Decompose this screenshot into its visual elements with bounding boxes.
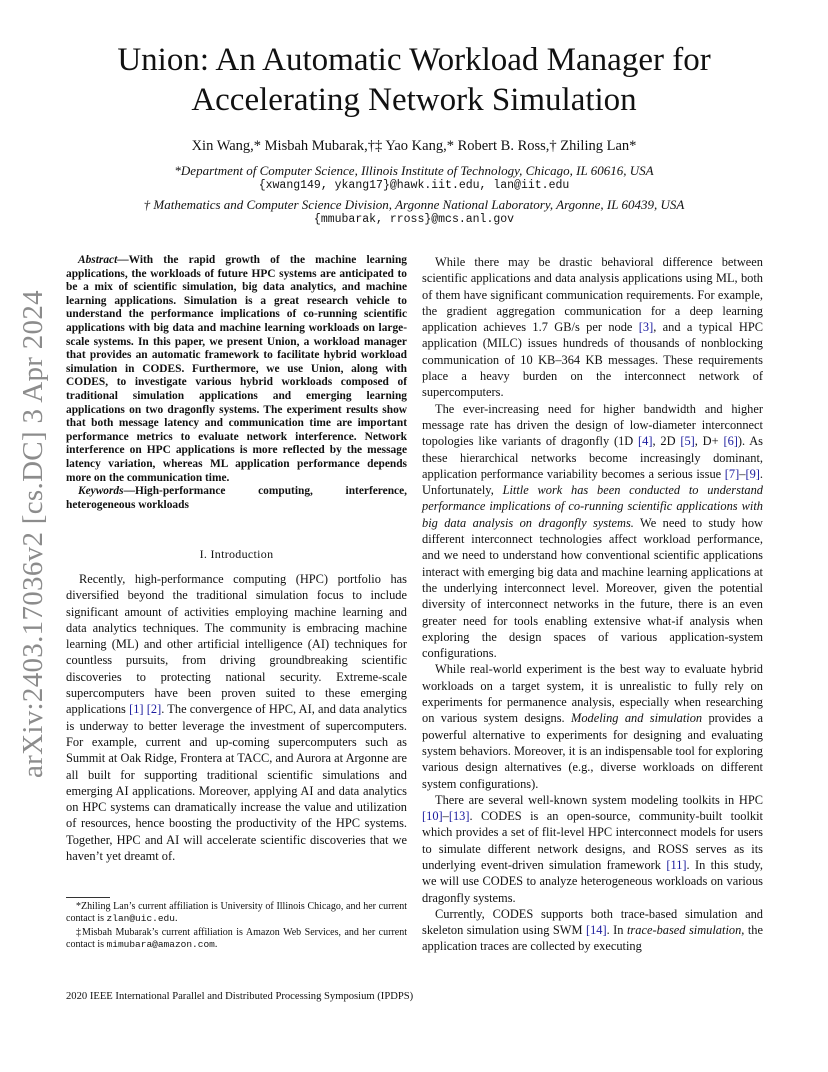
footnotes (66, 901, 407, 953)
text-run: . Unfortunately, (422, 466, 763, 498)
citation-link[interactable]: [1] (129, 702, 144, 717)
citation-link[interactable]: [7] (724, 466, 740, 481)
text-run: There are several well-known system modeling toolkits in HPC (435, 792, 763, 807)
footnote-1: *Zhiling Lan’s current affiliation is University of Illinois Chicago, and her current contact is zlan@uic.edu. (66, 901, 407, 925)
text-run: . The convergence of HPC, AI, and data analytics is underway to better leverage the investment of supercomputers. For example, current and up-coming supercomputers such as Summit at Oak Ridge, Frontera at TACC, and Aurora at Argonne are all built for supporting traditional scientific simulations and emerging AI applications. Moreover, applying AI and data analytics on HPC systems can dramatically increase the value and utilization of resources, hence boosting the productivity of the HPC systems. Together, HPC and AI will accelerate scientific discoveries that we haven’t yet dreamt of. (66, 702, 407, 864)
text-run: , D+ (694, 434, 724, 449)
paragraph (422, 661, 763, 791)
text-run: We need to study how different interconnect technologies affect workload performance, and we need to understand how conventional scientific applications interact with emerging big data and machine learning applications at the underlying interconnect level. Moreover, given the potential diversity of interconnect networks in the future, there is an even greater need for tools enabling extensive what-if analysis when exploring the design spaces of various application-system configurations. (422, 515, 763, 661)
text-run: While real-world experiment is the best way to evaluate hybrid workloads on a target system, it is unrealistic to fully rely on experiments for permanence analysis, especially when researching on various system designs. (422, 662, 763, 726)
emphasis-text: Modeling and simulation (571, 711, 703, 726)
footnote-email: mimubara@amazon.com (106, 939, 215, 951)
citation-link[interactable]: [11] (666, 857, 687, 872)
title-line-2: Accelerating Network Simulation (191, 82, 637, 118)
citation-link[interactable]: [6] (723, 434, 738, 449)
citation-link[interactable]: [14] (585, 923, 607, 938)
arxiv-identifier: arXiv:2403.17036v2 [cs.DC] 3 Apr 2024 (17, 290, 49, 778)
conference-footer: 2020 IEEE International Parallel and Distributed Processing Symposium (IPDPS) (66, 991, 414, 1002)
section-heading-introduction: I. Introduction (199, 547, 274, 561)
paragraph (422, 906, 763, 955)
paper-title (80, 40, 748, 120)
paragraph (422, 792, 763, 906)
text-run: , and a typical HPC application (MILC) issues hundreds of thousands of nonblocking communication of 10 KB–364 KB messages. These requirements place a heavy burden on the interconnect network of supercomputers. (422, 320, 763, 400)
text-run: While there may be drastic behavioral difference between scientific applications and data analysis applications using ML, both of them have significant communication requirements. For example, the gradient aggregation communication for a deep learning application achieves 1.7 GB/s per node (422, 255, 763, 335)
email-1: {xwang149, ykang17}@hawk.iit.edu, lan@iit.edu (258, 179, 570, 192)
citation-link[interactable]: [13] (448, 809, 470, 824)
footnote-rule (66, 897, 110, 898)
affiliation-2: † Mathematics and Computer Science Division, Argonne National Laboratory, Argonne, IL 60439, USA (143, 197, 685, 212)
affiliation-1: *Department of Computer Science, Illinois Institute of Technology, Chicago, IL 60616, USA (174, 163, 654, 178)
citation-link[interactable]: [3] (638, 320, 654, 335)
footnote-text: *Zhiling Lan’s current affiliation is University of Illinois Chicago, and her current contact is (66, 901, 407, 925)
citation-link[interactable]: [5] (680, 434, 695, 449)
text-run: provides a powerful alternative to experiments for designing and evaluating system behaviors. Moreover, it is an indispensable tool for exploring various design alternatives (e.g., diverse workloads on different system configurations). (422, 711, 764, 791)
intro-paragraph-1 (66, 571, 407, 864)
citation-link[interactable]: [2] (146, 702, 162, 717)
citation-link[interactable]: [10] (422, 809, 443, 824)
text-run: Recently, high-performance computing (HPC) portfolio has diversified beyond the traditional simulation focus to include significant amount of activities employing machine learning and data analytics techniques. The community is embracing machine learning (ML) and other artificial intelligence (AI) techniques for countless pursuits, from driving groundbreaking scientific discoveries to protecting national security. Extreme-scale supercomputers have been proven suited to these emerging applications (66, 572, 407, 717)
text-run: Currently, CODES supports both trace-based simulation and skeleton simulation using SWM (422, 906, 763, 938)
left-column-body (66, 571, 407, 864)
right-column-body (422, 254, 763, 955)
text-run: ). As these hierarchical networks become increasingly dominant, application performance variability becomes a serious issue (422, 434, 764, 481)
footnote-2: ‡Misbah Mubarak’s current affiliation is Amazon Web Services, and her current contact is mimubara@amazon.com. (66, 926, 407, 951)
abstract-block (66, 254, 407, 512)
text-run: – (442, 809, 449, 824)
author-list: Xin Wang,* Misbah Mubarak,†‡ Yao Kang,* Robert B. Ross,† Zhiling Lan* (191, 138, 637, 154)
text-run: , the application traces are collected by executing (422, 923, 763, 954)
paragraph (422, 254, 763, 401)
abstract-text: —With the rapid growth of the machine learning applications, the workloads of future HPC systems are anticipated to be a mix of scientific simulation, big data analytics, and machine learning applications. Simulation is a great research vehicle to understand the performance implications of co-running scientific applications with big data and machine learning workloads on large-scale systems. In this paper, we present Union, a workload manager that provides an automatic framework to facilitate hybrid workload simulation in CODES. Furthermore, we use Union, along with CODES, to investigate various hybrid workloads composed of traditional simulation applications and emerging learning applications on two dragonfly systems. The experiment results show that both message latency and communication time are important performance metrics to evaluate network interference. Network interference on HPC applications is more reflected by the message latency variation, whereas ML application performance depends more on the communication time. (66, 254, 407, 484)
citation-link[interactable]: [4] (638, 434, 653, 449)
paragraph (422, 401, 763, 662)
citation-link[interactable]: [9] (745, 466, 760, 481)
text-run: . CODES is an open-source, community-built toolkit which provides a set of flit-level HPC interconnect models for users to simulate different network designs, and ROSS serves as its underlying event-driven simulation framework (422, 809, 763, 872)
email-2: {mmubarak, rross}@mcs.anl.gov (313, 213, 515, 226)
emphasis-text: trace-based simulation (626, 923, 742, 938)
text-run: – (739, 466, 746, 481)
footnote-email: zlan@uic.edu (106, 913, 175, 925)
keywords-label: Keywords (78, 485, 124, 498)
text-run: . In (606, 923, 627, 938)
keywords-text: —High-performance computing, interference, heterogeneous workloads (66, 485, 407, 511)
text-run: . In this study, we will use CODES to analyze heterogeneous workloads on various dragonfly systems. (422, 857, 763, 905)
title-line-1: Union: An Automatic Workload Manager for (117, 42, 711, 78)
emphasis-text: Little work has been conducted to understand performance implications of co-running scientific applications with big data analysis on dragonfly systems. (422, 483, 763, 530)
text-run: , 2D (652, 434, 681, 449)
abstract-label: Abstract (78, 254, 118, 266)
text-run: The ever-increasing need for higher bandwidth and higher message rate has driven the design of low-diameter interconnect topologies like variants of dragonfly (1D (422, 401, 763, 449)
footnote-text: ‡Misbah Mubarak’s current affiliation is Amazon Web Services, and her current contact is (66, 926, 407, 951)
